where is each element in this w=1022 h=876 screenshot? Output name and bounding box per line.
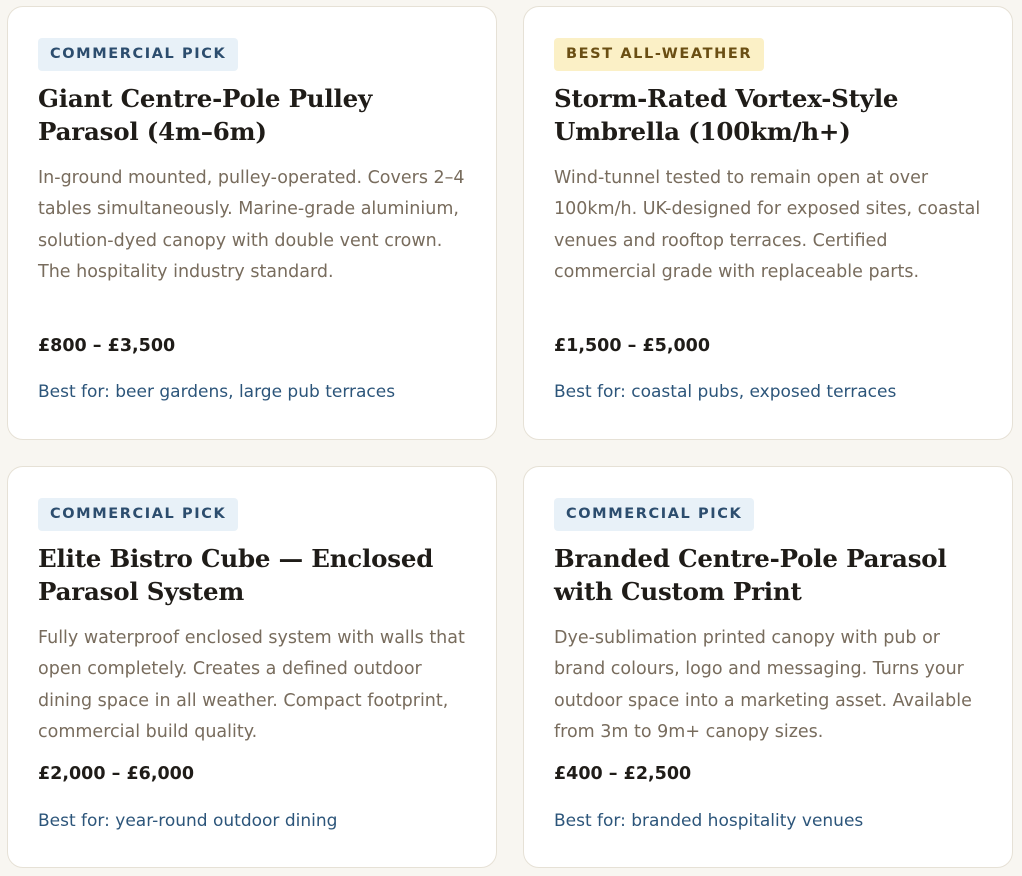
product-description: Fully waterproof enclosed system with walls that open completely. Creates a defined outdoor dining space in all weather. Compact footprint, commercial build quality.: [38, 628, 465, 742]
commercial-pick-badge: COMMERCIAL PICK: [38, 498, 238, 531]
product-card-storm-rated-umbrella: [523, 6, 1013, 440]
product-title: Giant Centre-Pole Pulley Parasol (4m–6m): [38, 84, 373, 146]
price-range: £400 – £2,500: [554, 764, 692, 784]
product-card-branded-parasol: [523, 466, 1013, 868]
product-card-elite-bistro-cube: [7, 466, 497, 868]
product-card-giant-centre-pole: [7, 6, 497, 440]
price-range: £2,000 – £6,000: [38, 764, 194, 784]
price-range: £1,500 – £5,000: [554, 336, 710, 356]
best-for-note: Best for: year-round outdoor dining: [38, 811, 338, 831]
best-for-note: Best for: branded hospitality venues: [554, 811, 864, 831]
product-description: Dye-sublimation printed canopy with pub or brand colours, logo and messaging. Turns your outdoor space into a marketing asset. Available from 3m to 9m+ canopy sizes.: [554, 628, 972, 742]
commercial-pick-badge: COMMERCIAL PICK: [38, 38, 238, 71]
product-title: Storm-Rated Vortex-Style Umbrella (100km/h+): [554, 84, 899, 146]
product-description: Wind-tunnel tested to remain open at over 100km/h. UK-designed for exposed sites, coastal venues and rooftop terraces. Certified commercial grade with replaceable parts.: [554, 168, 981, 282]
best-all-weather-badge: BEST ALL-WEATHER: [554, 38, 764, 71]
product-description: In-ground mounted, pulley-operated. Covers 2–4 tables simultaneously. Marine-grade aluminium, solution-dyed canopy with double vent crown. The hospitality industry standard.: [38, 168, 465, 282]
best-for-note: Best for: coastal pubs, exposed terraces: [554, 382, 897, 402]
commercial-pick-badge: COMMERCIAL PICK: [554, 498, 754, 531]
product-title: Branded Centre-Pole Parasol with Custom Print: [554, 544, 947, 606]
price-range: £800 – £3,500: [38, 336, 176, 356]
best-for-note: Best for: beer gardens, large pub terraces: [38, 382, 396, 402]
product-title: Elite Bistro Cube — Enclosed Parasol System: [38, 544, 434, 606]
